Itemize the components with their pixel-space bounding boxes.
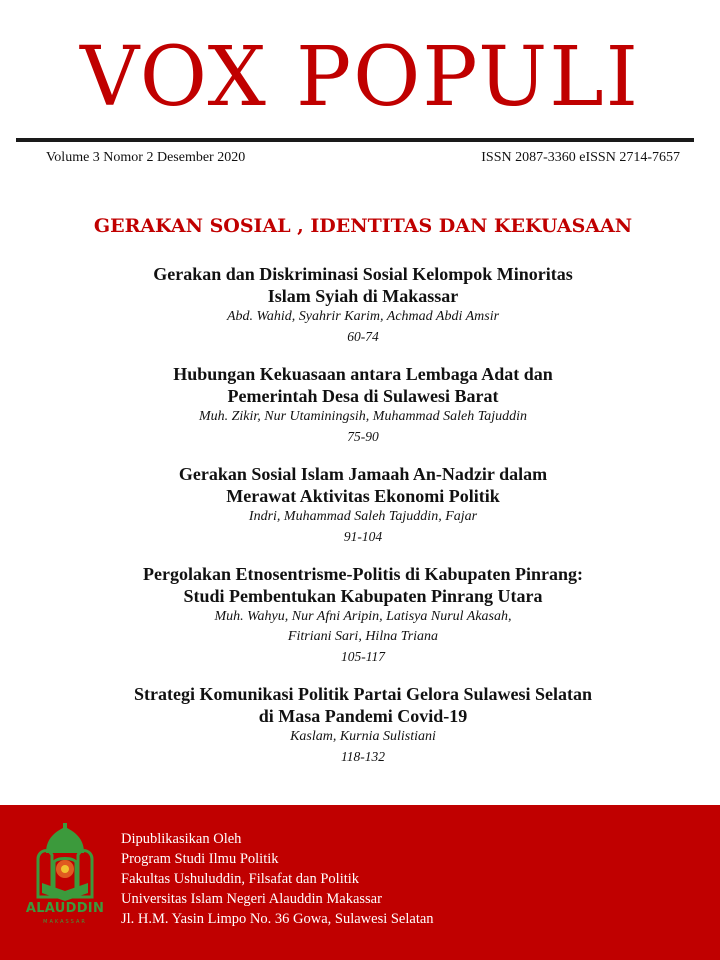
- journal-title: VOX POPULI: [79, 30, 641, 125]
- article-title-line: Islam Syiah di Makassar: [267, 286, 459, 306]
- article-authors: Abd. Wahid, Syahrir Karim, Achmad Abdi Amsir: [226, 309, 500, 324]
- article-pages: 60-74: [347, 329, 379, 344]
- article-entry[interactable]: [0, 683, 720, 767]
- publisher-line: Program Studi Ilmu Politik: [121, 851, 279, 867]
- article-authors: Fitriani Sari, Hilna Triana: [287, 629, 439, 644]
- publisher-info: [121, 829, 434, 929]
- article-title-line: Studi Pembentukan Kabupaten Pinrang Utara: [183, 586, 543, 606]
- logo-subtext: MAKASSAR: [43, 919, 87, 925]
- publisher-line: Dipublikasikan Oleh: [121, 831, 242, 847]
- issue-theme: GERAKAN SOSIAL , IDENTITAS DAN KEKUASAAN: [93, 215, 633, 237]
- article-title-line: Hubungan Kekuasaan antara Lembaga Adat dan: [173, 364, 553, 384]
- article-authors: Muh. Zikir, Nur Utaminingsih, Muhammad Saleh Tajuddin: [198, 409, 528, 424]
- logo-wordmark: ALAUDDIN: [25, 901, 105, 916]
- article-title-line: Pemerintah Desa di Sulawesi Barat: [227, 386, 499, 406]
- table-of-contents: [0, 263, 720, 783]
- publisher-line: Jl. H.M. Yasin Limpo No. 36 Gowa, Sulawesi Selatan: [121, 911, 434, 927]
- issn-info: ISSN 2087-3360 eISSN 2714-7657: [481, 150, 680, 165]
- university-crest-icon: [22, 823, 108, 903]
- article-authors: Kaslam, Kurnia Sulistiani: [290, 729, 436, 744]
- article-title-line: Merawat Aktivitas Ekonomi Politik: [226, 486, 500, 506]
- article-entry[interactable]: [0, 463, 720, 547]
- article-pages: 91-104: [343, 529, 383, 544]
- article-title-line: Strategi Komunikasi Politik Partai Gelora Sulawesi Selatan: [134, 684, 592, 704]
- issue-info: Volume 3 Nomor 2 Desember 2020: [46, 150, 246, 165]
- university-logo: [22, 823, 108, 931]
- publisher-line: Fakultas Ushuluddin, Filsafat dan Politik: [121, 871, 360, 887]
- article-title-line: Gerakan Sosial Islam Jamaah An-Nadzir dalam: [178, 464, 548, 484]
- article-entry[interactable]: [0, 363, 720, 447]
- article-pages: 105-117: [341, 649, 385, 664]
- article-pages: 75-90: [347, 429, 379, 444]
- article-authors: Indri, Muhammad Saleh Tajuddin, Fajar: [248, 509, 478, 524]
- article-title-line: di Masa Pandemi Covid-19: [258, 706, 468, 726]
- article-entry[interactable]: [0, 563, 720, 667]
- article-authors: Muh. Wahyu, Nur Afni Aripin, Latisya Nurul Akasah,: [214, 609, 512, 624]
- article-entry[interactable]: [0, 263, 720, 347]
- publisher-band: [0, 805, 720, 960]
- header-divider: [16, 138, 694, 142]
- article-title-line: Pergolakan Etnosentrisme-Politis di Kabupaten Pinrang:: [142, 564, 583, 584]
- article-title-line: Gerakan dan Diskriminasi Sosial Kelompok Minoritas: [153, 264, 573, 284]
- publisher-line: Universitas Islam Negeri Alauddin Makassar: [121, 891, 382, 907]
- article-pages: 118-132: [341, 749, 385, 764]
